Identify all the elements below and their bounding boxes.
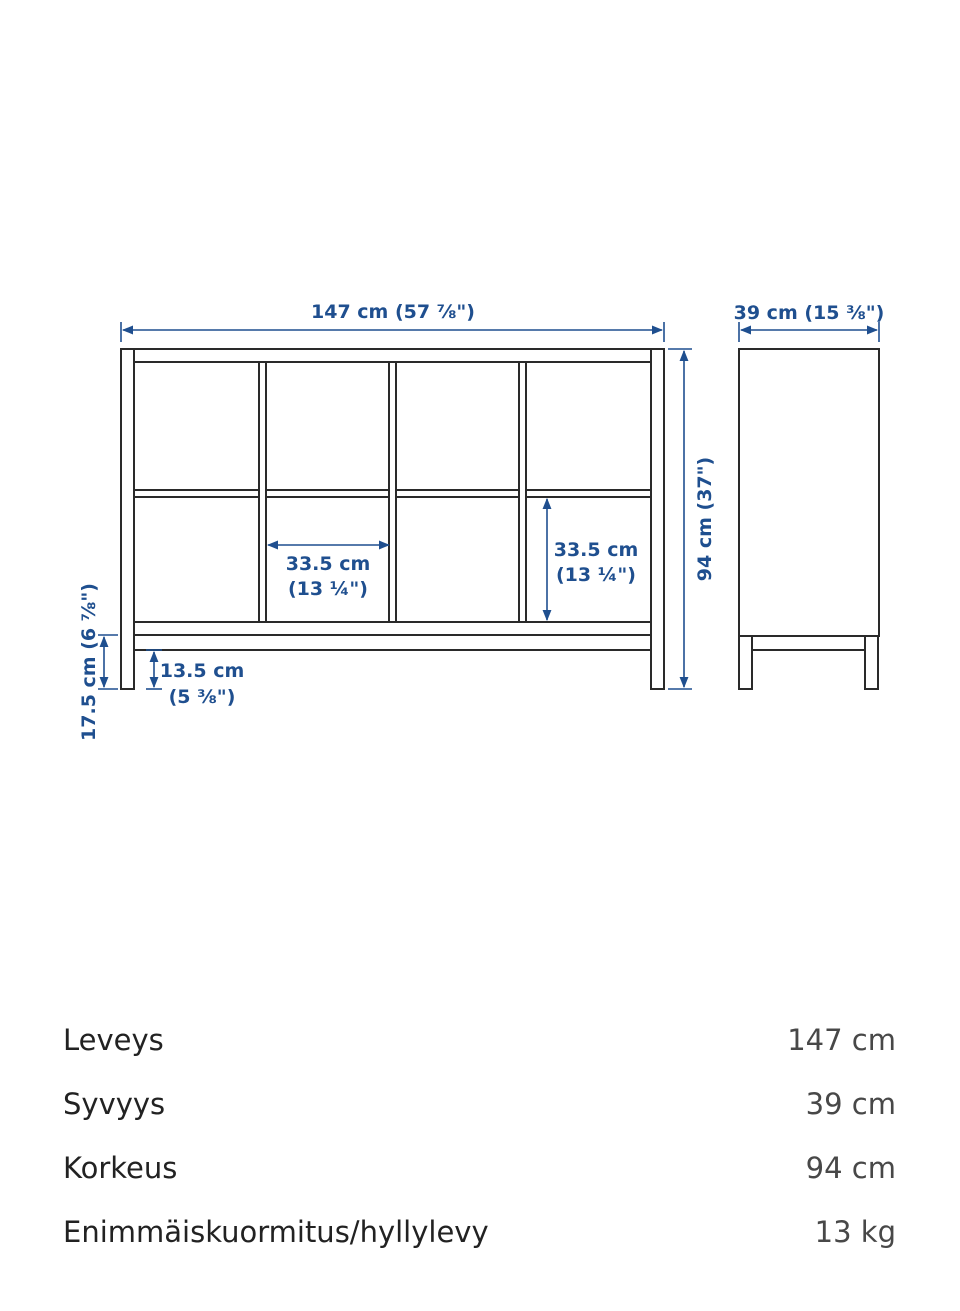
width-label: 147 cm (57 ⅞") xyxy=(311,301,475,323)
spec-label: Leveys xyxy=(63,1023,164,1057)
height-label: 94 cm (37") xyxy=(694,456,716,582)
spec-label: Enimmäiskuormitus/hyllylevy xyxy=(63,1215,489,1249)
height-dimension xyxy=(668,349,716,689)
floor-clearance-dimension xyxy=(146,650,244,708)
spec-label: Korkeus xyxy=(63,1151,178,1185)
right-side-panel xyxy=(651,349,664,689)
specs-list xyxy=(63,1008,896,1264)
apron-rail xyxy=(134,635,651,650)
spec-value: 94 cm xyxy=(805,1151,896,1185)
divider-1 xyxy=(259,362,266,622)
bottom-panel xyxy=(134,622,651,635)
spec-row-max-load xyxy=(63,1200,896,1264)
spec-label: Syvyys xyxy=(63,1087,166,1121)
side-leg-front xyxy=(739,636,752,689)
divider-3 xyxy=(519,362,526,622)
side-body xyxy=(739,349,879,636)
side-rail xyxy=(752,636,865,650)
spec-row-depth xyxy=(63,1072,896,1136)
spec-row-width xyxy=(63,1008,896,1072)
left-side-panel xyxy=(121,349,134,689)
compartment-width-label-inch: (13 ¼") xyxy=(288,578,368,600)
leg-height-label: 17.5 cm (6 ⅞") xyxy=(78,583,100,741)
spec-value: 39 cm xyxy=(805,1087,896,1121)
depth-dimension xyxy=(734,302,885,342)
floor-clearance-label-inch: (5 ⅜") xyxy=(168,686,236,708)
compartment-height-label: 33.5 cm xyxy=(553,539,639,561)
compartment-height-dimension xyxy=(547,499,638,620)
compartment-width-label: 33.5 cm xyxy=(285,553,371,575)
depth-label: 39 cm (15 ⅜") xyxy=(733,302,885,324)
width-dimension xyxy=(121,301,664,342)
spec-value: 147 cm xyxy=(787,1023,896,1057)
side-view-shelf xyxy=(739,349,879,689)
spec-value: 13 kg xyxy=(814,1215,896,1249)
side-leg-back xyxy=(865,636,878,689)
top-panel xyxy=(134,349,651,362)
front-view-shelf xyxy=(121,349,664,689)
floor-clearance-label: 13.5 cm xyxy=(159,660,245,682)
spec-row-height xyxy=(63,1136,896,1200)
compartment-height-label-inch: (13 ¼") xyxy=(556,564,636,586)
divider-2 xyxy=(389,362,396,622)
compartment-width-dimension xyxy=(268,545,389,600)
leg-height-dimension xyxy=(78,583,118,741)
